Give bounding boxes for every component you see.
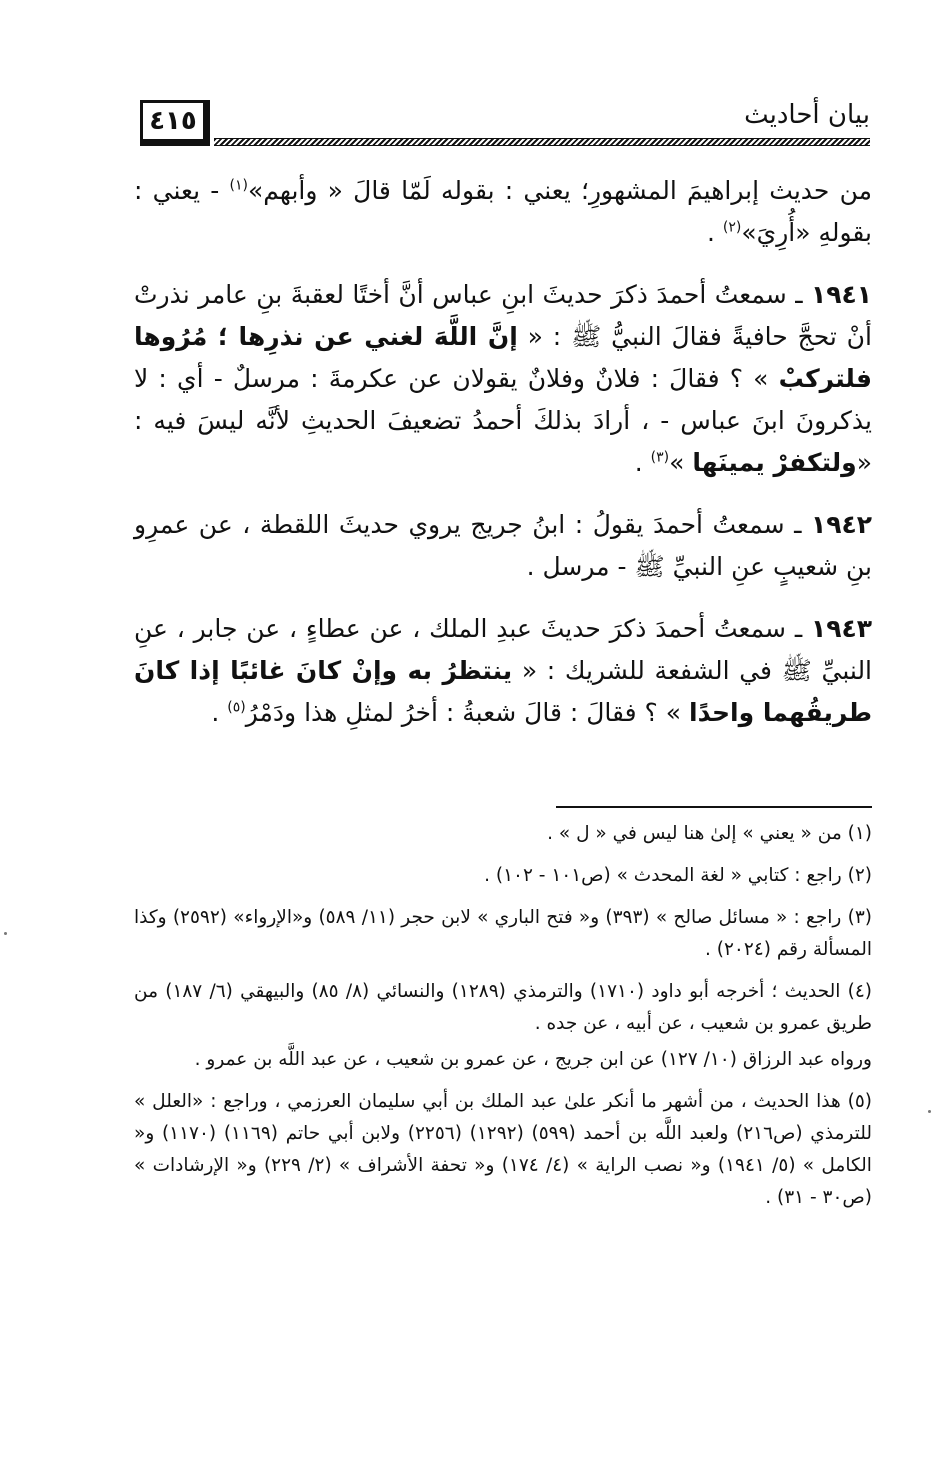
hadith-1941-end: . xyxy=(634,448,651,477)
hadith-1943 xyxy=(134,608,872,734)
hadith-number-1942: ١٩٤٢ xyxy=(810,510,872,539)
hadith-1941-quote-2: ولتكفرْ يمينَها xyxy=(692,448,857,477)
footnote-4: (٤) الحديث ؛ أخرجه أبو داود (١٧١٠) والترمذي (١٢٨٩) والنسائي (٨/ ٨٥) والبيهقي (٦/ ١٨٧) من طريق عمرو بن شعيب ، عن أبيه ، عن جده . xyxy=(134,981,872,1034)
hadith-1941-text-a: ـ سمعتُ أحمدَ ذكرَ حديثَ ابنِ عباس أنَّ أختًا لعقبةَ بنِ عامر نذرتْ أنْ تحجَّ حافيةً فقالَ النبيُّ ﷺ : « xyxy=(134,280,872,351)
header-rule xyxy=(214,138,870,146)
intro-mid: - يعني : بقولهِ «أُرِيَ» xyxy=(134,176,872,247)
hadith-1941 xyxy=(134,274,872,484)
footnote-4-continued: ورواه عبد الرزاق (١٠/ ١٢٧) عن ابن جريج ، عن عمرو بن شعيب ، عن عبد اللَّه بن عمرو . xyxy=(194,1049,872,1070)
scan-speck xyxy=(4,932,7,935)
hadith-1941-text-c: » xyxy=(669,448,693,477)
hadith-1943-end: . xyxy=(211,698,228,727)
footnote-3: (٣) راجع : « مسائل صالح » (٣٩٣) و« فتح الباري » لابن حجر (١١/ ٥٨٩) و«الإرواء» (٢٥٩٢) وكذا المسألة رقم (٢٠٢٤) . xyxy=(134,907,872,960)
footnote-ref-3: (٣) xyxy=(650,449,670,466)
intro-end: . xyxy=(706,218,723,247)
hadith-number-1941: ١٩٤١ xyxy=(810,280,872,309)
intro-line: من حديث إبراهيمَ المشهورِ؛ يعني : بقوله لَمّا قالَ « وأبهم» xyxy=(247,176,872,205)
hadith-1941-quote: إنَّ اللَّهَ لغني عن نذرِها ؛ مُرُوها فلتركبْ xyxy=(134,322,872,393)
hadith-1943-text-a: ـ سمعتُ أحمدَ ذكرَ حديثَ عبدِ الملك ، عن عطاءٍ ، عن جابر ، عنِ النبيِّ ﷺ في الشفعة للشريك : « xyxy=(134,614,873,685)
footnote-separator xyxy=(556,806,872,808)
hadith-1942-text: ـ سمعتُ أحمدَ يقولُ : ابنُ جريج يروي حديثَ اللقطة ، عن عمرِو بنِ شعيبٍ عنِ النبيِّ ﷺ - مرسل . xyxy=(134,510,872,581)
hadith-1941-text-b: » ؟ فقالَ : فلانٌ وفلانٌ يقولان عن عكرمةَ : مرسلٌ - أي : لا يذكرونَ ابنَ عباس - ، أرادَ بذلكَ أحمدُ تضعيفَ الحديثِ لأنَّه ليسَ فيه : « xyxy=(134,364,872,477)
hadith-1943-text-b: » ؟ فقالَ : قالَ شعبةُ : أخرُ لمثلِ هذا ودَمْرُ xyxy=(245,698,690,727)
footnote-ref-5: (٥) xyxy=(227,699,246,716)
scan-speck xyxy=(928,1110,931,1113)
hadith-1943-quote: ينتظرُ به وإنْ كانَ غائبًا إذا كانَ طريقُهما واحدًا xyxy=(134,656,872,727)
main-text xyxy=(134,170,872,754)
hadith-number-1943: ١٩٤٣ xyxy=(810,614,872,643)
footnote-1: (١) من « يعني » إلىٰ هنا ليس في « ل » . xyxy=(547,823,872,844)
footnotes xyxy=(134,818,872,1224)
footnote-ref-2: (٢) xyxy=(722,219,742,236)
footnote-2: (٢) راجع : كتابي « لغة المحدث » (ص١٠١ - ١٠٢) . xyxy=(484,865,872,886)
running-title: بيان أحاديث xyxy=(744,100,870,130)
hadith-1942 xyxy=(134,504,872,588)
footnote-5: (٥) هذا الحديث ، من أشهر ما أنكر علىٰ عبد الملك بن أبي سليمان العرزمي ، وراجع : «العلل » للترمذي (ص٢١٦) ولعبد اللَّه بن أحمد (٥٩٩) (١٢٩٢) (٢٢٥٦) ولابن أبي حاتم (١١٦٩) (١١٧٠) و« الكامل » (٥/ ١٩٤١) و« نصب الراية » (٤/ ١٧٤) و« تحفة الأشراف » (٢/ ٢٢٩) و« الإرشادات » (ص٣٠ - ٣١) . xyxy=(134,1091,872,1208)
intro-paragraph xyxy=(134,170,872,254)
page-number: ٤١٥ xyxy=(140,100,210,146)
footnote-ref-1: (١) xyxy=(229,177,248,194)
